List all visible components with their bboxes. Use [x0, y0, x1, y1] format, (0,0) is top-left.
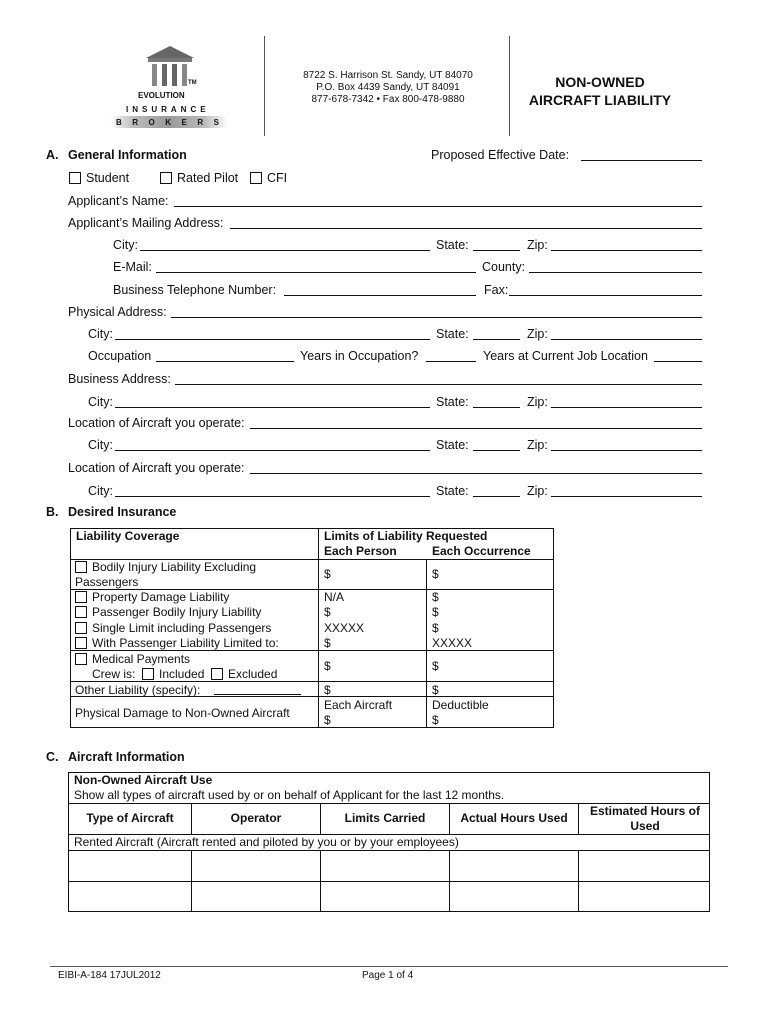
- physical-state-label: State:: [436, 327, 469, 341]
- row1-operator[interactable]: [191, 850, 321, 882]
- other-occurrence-value[interactable]: $: [432, 683, 439, 697]
- col-limits-carried: Limits Carried: [344, 811, 426, 825]
- aircraft1-zip-label: Zip:: [527, 438, 548, 452]
- applicant-name-input[interactable]: [174, 206, 702, 207]
- logo-line3: BROKERS: [116, 118, 230, 127]
- physical-state-input[interactable]: [473, 339, 520, 340]
- passenger-occurrence-value[interactable]: $: [432, 605, 439, 619]
- aircraft-location-label-1: Location of Aircraft you operate:: [68, 416, 245, 430]
- effective-date-label: Proposed Effective Date:: [431, 148, 570, 162]
- row1-actual[interactable]: [449, 850, 579, 882]
- city-input[interactable]: [140, 250, 430, 251]
- business-state-input[interactable]: [473, 407, 520, 408]
- county-label: County:: [482, 260, 526, 274]
- rented-aircraft-label: Rented Aircraft (Aircraft rented and piloted by you or by your employees): [74, 835, 459, 849]
- logo-line2: INSURANCE: [126, 105, 210, 114]
- state-label: State:: [436, 238, 469, 252]
- business-address-label: Business Address:: [68, 372, 171, 386]
- medical-payments-label: Medical Payments: [92, 652, 191, 666]
- passenger-bodily-checkbox[interactable]: [75, 606, 87, 618]
- with-passenger-checkbox[interactable]: [75, 637, 87, 649]
- col-each-person: Each Person: [324, 544, 397, 558]
- physical-zip-input[interactable]: [551, 339, 702, 340]
- business-zip-input[interactable]: [551, 407, 702, 408]
- section-c-letter: C.: [46, 750, 59, 764]
- property-damage-label: Property Damage Liability: [92, 590, 230, 604]
- email-label: E-Mail:: [113, 260, 152, 274]
- single-limit-label: Single Limit including Passengers: [92, 621, 272, 635]
- business-zip-label: Zip:: [527, 395, 548, 409]
- single-occurrence-value[interactable]: $: [432, 621, 439, 635]
- student-checkbox[interactable]: [69, 172, 81, 184]
- years-location-label: Years at Current Job Location: [483, 349, 648, 363]
- aircraft1-state-input[interactable]: [473, 450, 520, 451]
- physical-damage-label: Physical Damage to Non-Owned Aircraft: [75, 706, 290, 720]
- physical-address-label: Physical Address:: [68, 305, 167, 319]
- title-line-1: NON-OWNED: [555, 74, 645, 90]
- email-input[interactable]: [156, 272, 476, 273]
- bodily-injury-label: Bodily Injury Liability Excluding: [92, 560, 257, 574]
- mailing-address-input[interactable]: [230, 228, 702, 229]
- col-operator: Operator: [230, 811, 282, 825]
- crew-excluded-checkbox[interactable]: [211, 668, 223, 680]
- footer-divider: [50, 966, 728, 967]
- row1-type[interactable]: [68, 850, 192, 882]
- physical-city-label: City:: [88, 327, 113, 341]
- business-city-label: City:: [88, 395, 113, 409]
- col-each-occurrence: Each Occurrence: [432, 544, 531, 558]
- single-person-value: XXXXX: [324, 621, 365, 635]
- bodily-person-value[interactable]: $: [324, 567, 331, 581]
- col-estimated-hours: Estimated Hours of Used: [589, 804, 700, 833]
- crew-excluded-label: Excluded: [228, 667, 278, 681]
- rated-pilot-checkbox[interactable]: [160, 172, 172, 184]
- each-aircraft-label: Each Aircraft: [324, 698, 393, 712]
- each-aircraft-value[interactable]: $: [324, 713, 331, 727]
- crew-label: Crew is:: [92, 667, 136, 681]
- zip-label: Zip:: [527, 238, 548, 252]
- crew-included-checkbox[interactable]: [142, 668, 154, 680]
- aircraft2-city-label: City:: [88, 484, 113, 498]
- row1-limits[interactable]: [320, 850, 450, 882]
- property-occurrence-value[interactable]: $: [432, 590, 439, 604]
- section-a-title: General Information: [68, 148, 187, 162]
- row2-type[interactable]: [68, 881, 192, 912]
- aircraft1-zip-input[interactable]: [551, 450, 702, 451]
- medical-payments-checkbox[interactable]: [75, 653, 87, 665]
- aircraft2-zip-input[interactable]: [551, 496, 702, 497]
- bodily-injury-label-2: Passengers: [75, 575, 139, 589]
- other-liability-input[interactable]: [214, 694, 301, 695]
- property-person-value: N/A: [324, 590, 345, 604]
- other-liability-label: Other Liability (specify):: [75, 683, 201, 697]
- with-occurrence-value: XXXXX: [432, 636, 473, 650]
- aircraft2-state-input[interactable]: [473, 496, 520, 497]
- title-line-2: AIRCRAFT LIABILITY: [528, 92, 672, 108]
- with-passenger-label: With Passenger Liability Limited to:: [92, 636, 279, 650]
- deductible-value[interactable]: $: [432, 713, 439, 727]
- other-person-value[interactable]: $: [324, 683, 331, 697]
- aircraft-location-input-1[interactable]: [250, 428, 702, 429]
- section-a-letter: A.: [46, 148, 59, 162]
- business-phone-label: Business Telephone Number:: [113, 283, 277, 297]
- aircraft2-zip-label: Zip:: [527, 484, 548, 498]
- business-phone-input[interactable]: [284, 295, 476, 296]
- address-line-1: 8722 S. Harrison St. Sandy, UT 84070: [303, 70, 473, 81]
- aircraft1-city-label: City:: [88, 438, 113, 452]
- col-type-aircraft: Type of Aircraft: [86, 811, 174, 825]
- aircraft2-state-label: State:: [436, 484, 469, 498]
- state-input[interactable]: [473, 250, 520, 251]
- fax-input[interactable]: [509, 295, 702, 296]
- physical-city-input[interactable]: [115, 339, 430, 340]
- zip-input[interactable]: [551, 250, 702, 251]
- aircraft2-city-input[interactable]: [115, 496, 430, 497]
- bodily-occurrence-value[interactable]: $: [432, 567, 439, 581]
- years-location-input[interactable]: [654, 361, 702, 362]
- page-number: Page 1 of 4: [362, 970, 414, 981]
- single-limit-checkbox[interactable]: [75, 622, 87, 634]
- physical-zip-label: Zip:: [527, 327, 548, 341]
- business-state-label: State:: [436, 395, 469, 409]
- col-actual-hours: Actual Hours Used: [460, 811, 568, 825]
- business-city-input[interactable]: [115, 407, 430, 408]
- occupation-input[interactable]: [156, 361, 294, 362]
- crew-included-label: Included: [159, 667, 205, 681]
- section-b-letter: B.: [46, 505, 59, 519]
- business-address-input[interactable]: [175, 384, 702, 385]
- row2-operator[interactable]: [191, 881, 321, 912]
- medical-occurrence-value[interactable]: $: [432, 659, 439, 673]
- aircraft-box-title: Non-Owned Aircraft Use: [74, 773, 213, 787]
- aircraft-box-subtitle: Show all types of aircraft used by or on behalf of Applicant for the last 12 months.: [74, 788, 505, 802]
- row1-estimated[interactable]: [578, 850, 710, 882]
- aircraft1-state-label: State:: [436, 438, 469, 452]
- years-occupation-label: Years in Occupation?: [300, 349, 419, 363]
- col-limits: Limits of Liability Requested: [324, 529, 488, 543]
- effective-date-input[interactable]: [581, 160, 702, 161]
- row2-actual[interactable]: [449, 881, 579, 912]
- section-b-title: Desired Insurance: [68, 505, 177, 519]
- company-address: [270, 70, 506, 106]
- mailing-address-label: Applicant’s Mailing Address:: [68, 216, 224, 230]
- with-person-value[interactable]: $: [324, 636, 331, 650]
- county-input[interactable]: [529, 272, 702, 273]
- form-title: [512, 73, 688, 109]
- cfi-label: CFI: [267, 171, 288, 185]
- cfi-checkbox[interactable]: [250, 172, 262, 184]
- aircraft-location-input-2[interactable]: [250, 473, 702, 474]
- student-label: Student: [86, 171, 130, 185]
- property-damage-checkbox[interactable]: [75, 591, 87, 603]
- passenger-person-value[interactable]: $: [324, 605, 331, 619]
- row2-limits[interactable]: [320, 881, 450, 912]
- row2-estimated[interactable]: [578, 881, 710, 912]
- logo-tm: TM: [188, 80, 197, 86]
- aircraft-location-label-2: Location of Aircraft you operate:: [68, 461, 245, 475]
- section-c-title: Aircraft Information: [68, 750, 185, 764]
- city-label: City:: [113, 238, 138, 252]
- bodily-injury-checkbox[interactable]: [75, 561, 87, 573]
- address-line-2: P.O. Box 4439 Sandy, UT 84091: [316, 82, 460, 93]
- rated-pilot-label: Rated Pilot: [177, 171, 239, 185]
- logo-line1: EVOLUTION: [138, 91, 185, 100]
- deductible-label: Deductible: [432, 698, 489, 712]
- medical-person-value[interactable]: $: [324, 659, 331, 673]
- applicant-name-label: Applicant’s Name:: [68, 194, 169, 208]
- physical-address-input[interactable]: [171, 317, 702, 318]
- years-occupation-input[interactable]: [426, 361, 476, 362]
- phone-fax: 877-678-7342 • Fax 800-478-9880: [311, 94, 465, 105]
- passenger-bodily-label: Passenger Bodily Injury Liability: [92, 605, 262, 619]
- fax-label: Fax:: [484, 283, 509, 297]
- occupation-label: Occupation: [88, 349, 152, 363]
- col-coverage: Liability Coverage: [76, 529, 180, 543]
- form-id: EIBI-A-184 17JUL2012: [58, 970, 161, 981]
- aircraft1-city-input[interactable]: [115, 450, 430, 451]
